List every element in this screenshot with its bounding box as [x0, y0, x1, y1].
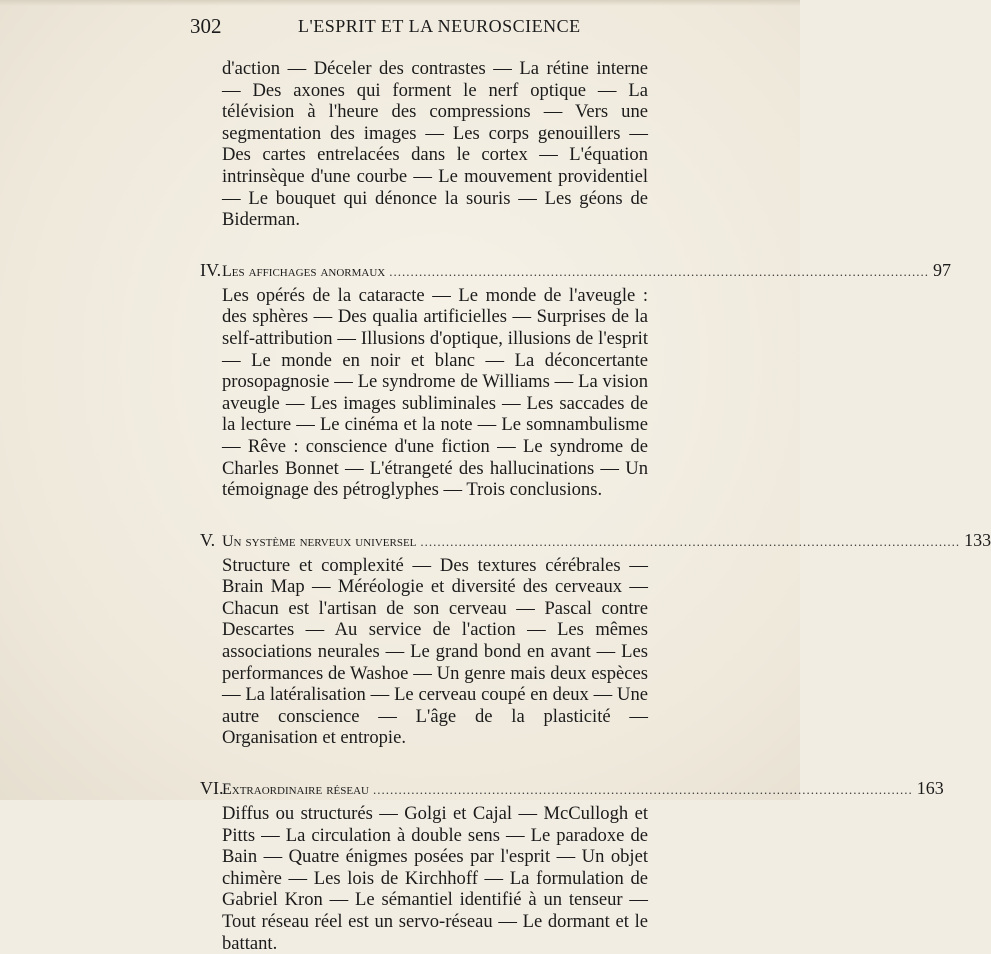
chapter-summary: Les opérés de la cataracte — Le monde de l'aveugle : des sphères — Des qualia artificielles — Surprises de la self-attribution — Illusions d'optique, illusions de l'esprit — Le monde en noir et blanc — La déconcertante prosopagnosie — Le syndrome de Williams — La vision aveugle — Les images subliminales — Les saccades de la lecture — Le cinéma et la note — Le somnambulisme — Rêve : conscience d'une fiction — Le syndrome de Charles Bonnet — L'étrangeté des hallucinations — Un témoignage des pétroglyphes — Trois conclusions.: [222, 284, 648, 501]
chapter-heading: [200, 259, 951, 283]
page-edge-shadow: [0, 0, 800, 6]
continuation-text: d'action — Déceler des contrastes — La rétine interne — Des axones qui forment le nerf optique — La télévision à l'heure des compressions — Vers une segmentation des images — Les corps genouillers — Des cartes entrelacées dans le cortex — L'équation intrinsèque d'une courbe — Le mouvement providentiel — Le bouquet qui dénonce la souris — Les géons de Biderman.: [222, 58, 648, 231]
chapter-summary: Structure et complexité — Des textures cérébrales — Brain Map — Méréologie et diversité des cerveaux — Chacun est l'artisan de son cerveau — Pascal contre Descartes — Au service de l'action — Les mêmes associations neurales — Le grand bond en avant — Les performances de Washoe — Un genre mais deux espèces — La latéralisation — Le cerveau coupé en deux — Une autre conscience — L'âge de la plasticité — Organisation et entropie.: [222, 554, 648, 749]
chapter-title: Les affichages anormaux: [222, 262, 386, 280]
page-number: 302: [190, 14, 222, 38]
chapter-summary: Diffus ou structurés — Golgi et Cajal — McCullogh et Pitts — La circulation à double sens — Le paradoxe de Bain — Quatre énigmes posées par l'esprit — Un objet chimère — Les lois de Kirchhoff — La formulation de Gabriel Kron — Le sémantiel identifié à un tenseur — Tout réseau réel est un servo-réseau — Le dormant et le battant.: [222, 803, 648, 954]
dot-leader: [420, 531, 960, 553]
chapter-page-number: 163: [916, 778, 944, 799]
chapter-number: IV.: [200, 259, 222, 280]
chapter-heading: [200, 777, 944, 801]
running-head: [190, 14, 660, 44]
chapter-number: VI.: [200, 778, 224, 799]
table-of-contents: [200, 58, 991, 954]
dot-leader: [373, 779, 913, 801]
chapter-page-number: 97: [933, 259, 951, 280]
chapter-title: Un système nerveux universel: [222, 532, 417, 550]
chapter-number: V.: [200, 529, 216, 550]
chapter-heading: [200, 529, 991, 553]
chapter-v: [200, 529, 991, 749]
dot-leader: [389, 261, 929, 283]
chapter-title: Extraordinaire réseau: [222, 781, 369, 799]
chapter-vi: [200, 777, 944, 954]
running-title: L'ESPRIT ET LA NEUROSCIENCE: [298, 16, 581, 36]
chapter-iv: [200, 259, 951, 501]
chapter-page-number: 133: [964, 529, 991, 550]
